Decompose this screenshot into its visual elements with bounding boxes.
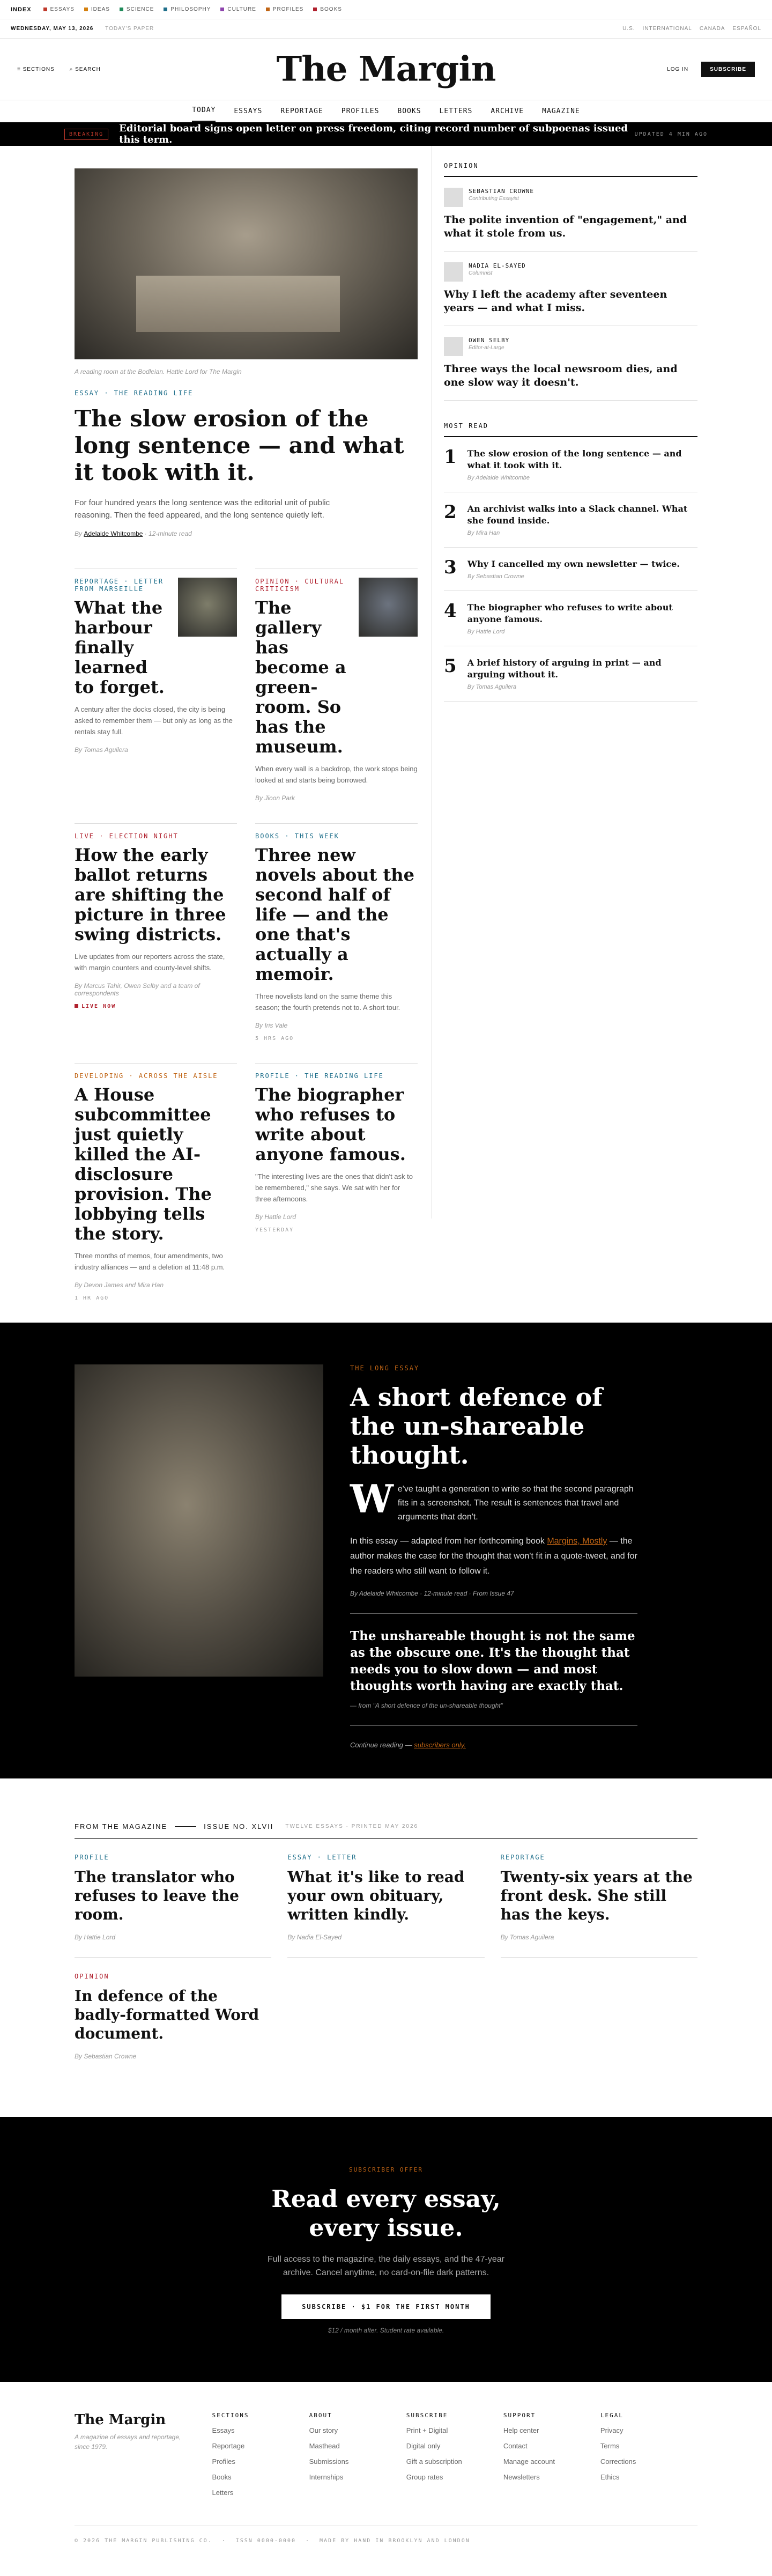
footer-column-title: SUBSCRIBE [406, 2412, 448, 2419]
magazine-card[interactable] [75, 1839, 271, 1958]
story-card[interactable] [75, 569, 237, 823]
edition-selector [615, 26, 761, 32]
edition-link[interactable]: U.S. [622, 26, 635, 32]
story-kicker[interactable]: DEVELOPING · ACROSS THE AISLE [75, 1072, 218, 1080]
most-read-byline: By Mira Han [467, 530, 500, 536]
magazine-headline[interactable]: Twenty-six years at the front desk. She still has the keys. [500, 1868, 693, 1923]
avatar [444, 262, 463, 282]
magazine-kicker[interactable]: OPINION [75, 1973, 109, 1980]
story-timestamp: 1 HR AGO [75, 1295, 109, 1301]
edition-link[interactable]: CANADA [699, 26, 725, 32]
site-logo[interactable]: The Margin [276, 49, 496, 90]
breaking-headline[interactable]: Editorial board signs open letter on press freedom, citing record number of subpoenas issued this term. [119, 123, 628, 145]
lead-kicker[interactable]: ESSAY · THE READING LIFE [75, 389, 194, 397]
footer-column-legal [600, 2412, 697, 2497]
magazine-issue: ISSUE NO. XLVII [204, 1822, 274, 1830]
story-thumbnail[interactable] [178, 578, 237, 637]
utility-bar [0, 0, 772, 19]
author-name[interactable]: SEBASTIAN CROWNE [469, 188, 534, 195]
story-card[interactable] [255, 1063, 418, 1323]
long-essay-byline: By Adelaide Whitcombe · 12-minute read · From Issue 47 [350, 1590, 514, 1597]
nav-item-archive[interactable]: ARCHIVE [491, 107, 524, 115]
search-icon: ⌕ [69, 66, 76, 72]
footer-link[interactable]: Print + Digital [406, 2426, 448, 2434]
nav-item-books[interactable]: BOOKS [397, 107, 421, 115]
section-color-swatch [220, 8, 224, 11]
drop-cap: W [350, 1476, 394, 1522]
section-color-swatch [164, 8, 167, 11]
rank-number: 1 [444, 446, 457, 468]
section-index-item[interactable] [313, 6, 342, 12]
breaking-updated: UPDATED 4 MIN AGO [634, 131, 708, 137]
opinion-heading: OPINION [444, 162, 697, 177]
footer-link[interactable]: Corrections [600, 2457, 636, 2466]
footer-column-title: SECTIONS [212, 2412, 249, 2419]
story-headline[interactable]: A House subcommittee just quietly killed the AI-disclosure provision. The lobbying tells the story. [75, 1084, 212, 1244]
author-name[interactable]: OWEN SELBY [469, 337, 510, 344]
footer-tagline: A magazine of essays and reportage, since 1979. [75, 2433, 181, 2450]
section-index-item[interactable] [43, 6, 75, 12]
most-read-byline: By Hattie Lord [467, 629, 505, 635]
footer-link[interactable]: Masthead [309, 2442, 340, 2450]
offer-headline: Read every essay, every issue. [271, 2186, 501, 2242]
section-index-item[interactable] [164, 6, 211, 12]
section-index-item[interactable] [220, 6, 256, 12]
section-index-item[interactable] [84, 6, 110, 12]
section-index-item[interactable] [266, 6, 303, 12]
footer-link[interactable]: Our story [309, 2426, 338, 2434]
footer-link[interactable]: Group rates [406, 2473, 443, 2481]
magazine-byline: By Tomas Aguilera [500, 1933, 554, 1941]
most-read-byline: By Adelaide Whitcombe [467, 475, 530, 481]
pull-quote-text: The unshareable thought is not the same as the obscure one. It's the thought that needs you to slow down — and most thoughts worth having are exactly that. [350, 1629, 635, 1693]
long-essay-section [0, 1323, 772, 1778]
breaking-banner[interactable] [0, 122, 772, 146]
magazine-byline: By Sebastian Crowne [75, 2053, 137, 2060]
section-color-swatch [266, 8, 270, 11]
masthead [0, 39, 772, 100]
edition-link[interactable]: INTERNATIONAL [642, 26, 692, 32]
footer-legal-text: · [221, 2538, 226, 2544]
opinion-author [444, 337, 697, 356]
lead-author-link[interactable]: Adelaide Whitcombe [84, 530, 143, 537]
section-index-label: PHILOSOPHY [170, 6, 211, 12]
footer-legal-text: ISSN 0000-0000 [235, 2538, 296, 2544]
magazine-kicker[interactable]: PROFILE [75, 1854, 109, 1861]
section-index-label: BOOKS [320, 6, 342, 12]
story-card[interactable] [255, 569, 418, 823]
long-essay-kicker: THE LONG ESSAY [350, 1364, 420, 1372]
magazine-headline[interactable]: In defence of the badly-formatted Word document. [75, 1987, 259, 2042]
story-dek: Three months of memos, four amendments, two industry alliances — and a deletion at 11:48 p.m. [75, 1252, 225, 1271]
story-header [75, 578, 237, 697]
story-kicker[interactable]: REPORTAGE · LETTER FROM MARSEILLE [75, 578, 164, 593]
most-read-headline[interactable]: The biographer who refuses to write about anyone famous. [467, 602, 673, 624]
section-index-label: PROFILES [272, 6, 304, 12]
story-dek: When every wall is a backdrop, the work stops being looked at and starts being borrowed. [255, 765, 418, 784]
most-read-item[interactable] [444, 492, 697, 548]
opinion-author [444, 262, 697, 282]
most-read-headline[interactable]: A brief history of arguing in print — and arguing without it. [467, 658, 662, 680]
section-index-label: ESSAYS [50, 6, 75, 12]
story-headline[interactable]: Three new novels about the second half of life — and the one that's actually a memoir. [255, 845, 414, 984]
opinion-headline[interactable]: The polite invention of "engagement," and what it stole from us. [444, 214, 687, 239]
section-index-label: IDEAS [91, 6, 110, 12]
opinion-headline[interactable]: Why I left the academy after seventeen years — and what I miss. [444, 289, 667, 314]
story-dek: A century after the docks closed, the city is being asked to remember them — but only as long as the rentals stay full. [75, 705, 233, 736]
section-index-item[interactable] [120, 6, 154, 12]
footer-legal-line [75, 2526, 697, 2576]
story-timestamp: 5 HRS AGO [255, 1036, 294, 1042]
magazine-byline: By Nadia El-Sayed [287, 1933, 342, 1941]
story-dek: Live updates from our reporters across the state, with margin counters and county-level shifts. [75, 953, 225, 972]
story-dek: Three novelists land on the same theme this season; the fourth pretends not to. A short tour. [255, 992, 400, 1012]
footer-link[interactable]: Digital only [406, 2442, 441, 2450]
long-essay-lede: We've taught a generation to write so that the second paragraph fits in a screenshot. The result is sentences that travel and arguments that don't. [350, 1476, 634, 1522]
long-essay-image[interactable] [75, 1364, 323, 1677]
subscriber-offer [0, 2117, 772, 2382]
book-link[interactable]: Margins, Mostly [547, 1537, 607, 1546]
footer-link[interactable]: Newsletters [503, 2473, 540, 2481]
offer-body: Full access to the magazine, the daily essays, and the 47-year archive. Cancel anytime, no card-on-file dark patterns. [267, 2255, 504, 2277]
footer-link[interactable]: Gift a subscription [406, 2457, 462, 2466]
opinion-author [444, 188, 697, 207]
story-byline: By Marcus Tahir, Owen Selby and a team of correspondents [75, 982, 200, 997]
most-read-item[interactable] [444, 437, 697, 492]
pull-quote [350, 1613, 637, 1726]
story-byline: By Iris Vale [255, 1022, 288, 1029]
search-button[interactable]: ⌕ SEARCH [69, 66, 101, 72]
footer-link[interactable]: Essays [212, 2426, 235, 2434]
story-thumbnail[interactable] [359, 578, 418, 637]
section-color-swatch [43, 8, 47, 11]
footer-column-title: SUPPORT [503, 2412, 536, 2419]
opinion-item[interactable] [444, 252, 697, 326]
primary-nav [0, 100, 772, 122]
subscribers-only-link[interactable]: subscribers only. [414, 1741, 466, 1749]
footer-link[interactable]: Internships [309, 2473, 344, 2481]
continue-reading: Continue reading — subscribers only. [350, 1741, 466, 1749]
avatar [444, 337, 463, 356]
footer-column-about [309, 2412, 406, 2497]
most-read-item[interactable] [444, 591, 697, 646]
magazine-section [75, 1778, 697, 2117]
rank-number: 2 [444, 501, 457, 523]
index-label: INDEX [11, 6, 32, 13]
story-kicker[interactable]: LIVE · ELECTION NIGHT [75, 832, 179, 840]
most-read-heading: MOST READ [444, 422, 697, 437]
nav-item-today[interactable]: TODAY [192, 100, 216, 122]
rank-number: 3 [444, 557, 457, 578]
footer-link[interactable]: Terms [600, 2442, 620, 2450]
story-byline: By Hattie Lord [255, 1213, 296, 1221]
author-role: Columnist [469, 270, 493, 276]
lead-caption: A reading room at the Bodleian. Hattie Lord for The Margin [75, 368, 242, 375]
most-read-byline: By Tomas Aguilera [467, 684, 517, 690]
menu-icon: ≡ [17, 66, 23, 72]
lead-dek: For four hundred years the long sentence was the editorial unit of public reasoning. Then the feed appeared, and the long sentence quietly left. [75, 498, 330, 520]
story-kicker[interactable]: PROFILE · THE READING LIFE [255, 1072, 384, 1080]
story-byline: By Devon James and Mira Han [75, 1281, 164, 1289]
most-read-headline[interactable]: Why I cancelled my own newsletter — twice. [467, 559, 680, 569]
footer-column-title: LEGAL [600, 2412, 624, 2419]
rank-number: 4 [444, 600, 457, 622]
date-bar [0, 19, 772, 39]
story-dek: "The interesting lives are the ones that didn't ask to be remembered," she says. We sat with her for three afternoons. [255, 1172, 413, 1203]
magazine-meta: TWELVE ESSAYS · PRINTED MAY 2026 [285, 1824, 419, 1829]
nav-item-essays[interactable]: ESSAYS [234, 107, 263, 115]
footer-legal-text: MADE BY HAND IN BROOKLYN AND LONDON [320, 2538, 470, 2544]
story-timestamp: YESTERDAY [255, 1227, 294, 1233]
live-badge[interactable]: LIVE NOW [75, 1003, 237, 1009]
story-headline[interactable]: How the early ballot returns are shifting the picture in three swing districts. [75, 845, 226, 944]
magazine-card[interactable] [501, 1839, 697, 1958]
story-headline[interactable]: The biographer who refuses to write about anyone famous. [255, 1084, 406, 1164]
current-date: WEDNESDAY, MAY 13, 2026 [11, 26, 94, 32]
footer-link[interactable]: Books [212, 2473, 232, 2481]
nav-item-reportage[interactable]: REPORTAGE [280, 107, 323, 115]
magazine-headline[interactable]: What it's like to read your own obituary, written kindly. [287, 1868, 465, 1923]
story-grid [75, 569, 418, 1323]
section-color-swatch [84, 8, 88, 11]
footer-legal-text: © 2026 THE MARGIN PUBLISHING CO. [75, 2538, 212, 2544]
section-index-label: SCIENCE [126, 6, 154, 12]
story-header [255, 578, 418, 757]
story-kicker[interactable]: BOOKS · THIS WEEK [255, 832, 339, 840]
section-index [43, 6, 352, 12]
long-essay-headline[interactable]: A short defence of the un-shareable thought. [350, 1383, 603, 1470]
footer-column-support [503, 2412, 600, 2497]
footer-column-sections [212, 2412, 309, 2497]
section-index-label: CULTURE [227, 6, 256, 12]
magazine-kicker[interactable]: ESSAY · LETTER [287, 1854, 357, 1861]
most-read-item[interactable] [444, 646, 697, 702]
lead-image[interactable] [75, 168, 418, 359]
opinion-list [444, 177, 697, 401]
footer-link[interactable]: Ethics [600, 2473, 620, 2481]
most-read-item[interactable] [444, 548, 697, 591]
pull-quote-source: — from "A short defence of the un-shareable thought" [350, 1702, 503, 1709]
footer [75, 2382, 697, 2576]
magazine-title: FROM THE MAGAZINE [75, 1822, 168, 1830]
story-card[interactable] [255, 823, 418, 1063]
edition-link[interactable]: ESPAÑOL [732, 26, 761, 32]
avatar [444, 188, 463, 207]
most-read-headline[interactable]: The slow erosion of the long sentence — and what it took with it. [467, 448, 682, 470]
long-essay-paragraph: In this essay — adapted from her forthcoming book Margins, Mostly — the author makes the case for the thought that won't fit in a quote-tweet, and for the readers who still want to follow it. [350, 1537, 637, 1576]
magazine-card[interactable] [287, 1839, 484, 1958]
story-card[interactable] [75, 823, 237, 1063]
lead-story[interactable] [75, 168, 418, 537]
footer-legal-text: · [305, 2538, 310, 2544]
story-byline: By Jioon Park [255, 794, 295, 802]
footer-link[interactable]: Submissions [309, 2457, 349, 2466]
offer-fine-print: $12 / month after. Student rate available. [328, 2327, 444, 2334]
subscribe-button[interactable]: SUBSCRIBE [701, 62, 755, 77]
footer-column-subscribe [406, 2412, 503, 2497]
story-headline[interactable]: The gallery has become a green-room. So has the museum. [255, 597, 346, 757]
magazine-byline: By Hattie Lord [75, 1933, 116, 1941]
magazine-card[interactable] [75, 1958, 271, 2076]
section-color-swatch [120, 8, 123, 11]
story-kicker[interactable]: OPINION · CULTURAL CRITICISM [255, 578, 345, 593]
offer-kicker: SUBSCRIBER OFFER [349, 2166, 423, 2173]
section-color-swatch [313, 8, 317, 11]
magazine-kicker[interactable]: REPORTAGE [500, 1854, 545, 1861]
opinion-item[interactable] [444, 177, 697, 252]
sections-menu-button[interactable]: ≡ SECTIONS [17, 66, 55, 72]
author-role: Contributing Essayist [469, 196, 519, 202]
story-headline[interactable]: What the harbour finally learned to forget. [75, 597, 165, 697]
story-card[interactable] [75, 1063, 237, 1323]
footer-link[interactable]: Privacy [600, 2426, 623, 2434]
nav-item-letters[interactable]: LETTERS [439, 107, 473, 115]
magazine-grid [75, 1839, 697, 2076]
story-byline: By Tomas Aguilera [75, 746, 128, 754]
footer-link[interactable]: Reportage [212, 2442, 245, 2450]
rank-number: 5 [444, 655, 457, 677]
footer-link[interactable]: Contact [503, 2442, 528, 2450]
offer-subscribe-button[interactable]: SUBSCRIBE · $1 FOR THE FIRST MONTH [281, 2294, 491, 2319]
breaking-tag: BREAKING [64, 129, 108, 140]
footer-column-title: ABOUT [309, 2412, 332, 2419]
most-read-headline[interactable]: An archivist walks into a Slack channel. What she found inside. [467, 504, 688, 526]
todays-paper-link[interactable]: TODAY'S PAPER [105, 26, 154, 32]
footer-link[interactable]: Letters [212, 2489, 234, 2497]
opinion-headline[interactable]: Three ways the local newsroom dies, and one slow way it doesn't. [444, 363, 678, 388]
footer-link[interactable]: Manage account [503, 2457, 555, 2466]
nav-item-profiles[interactable]: PROFILES [341, 107, 380, 115]
most-read-byline: By Sebastian Crowne [467, 573, 524, 580]
opinion-item[interactable] [444, 326, 697, 401]
footer-link[interactable]: Profiles [212, 2457, 235, 2466]
magazine-headline[interactable]: The translator who refuses to leave the room. [75, 1868, 239, 1923]
lead-byline: By Adelaide Whitcombe · 12-minute read [75, 530, 192, 537]
footer-link[interactable]: Help center [503, 2426, 539, 2434]
most-read-list [444, 437, 697, 702]
login-link[interactable]: LOG IN [667, 66, 689, 72]
nav-item-magazine[interactable]: MAGAZINE [542, 107, 580, 115]
author-name[interactable]: NADIA EL-SAYED [469, 262, 526, 269]
lead-headline[interactable]: The slow erosion of the long sentence — and what it took with it. [75, 405, 404, 485]
author-role: Editor-at-Large [469, 345, 504, 351]
footer-logo[interactable]: The Margin [75, 2412, 166, 2428]
